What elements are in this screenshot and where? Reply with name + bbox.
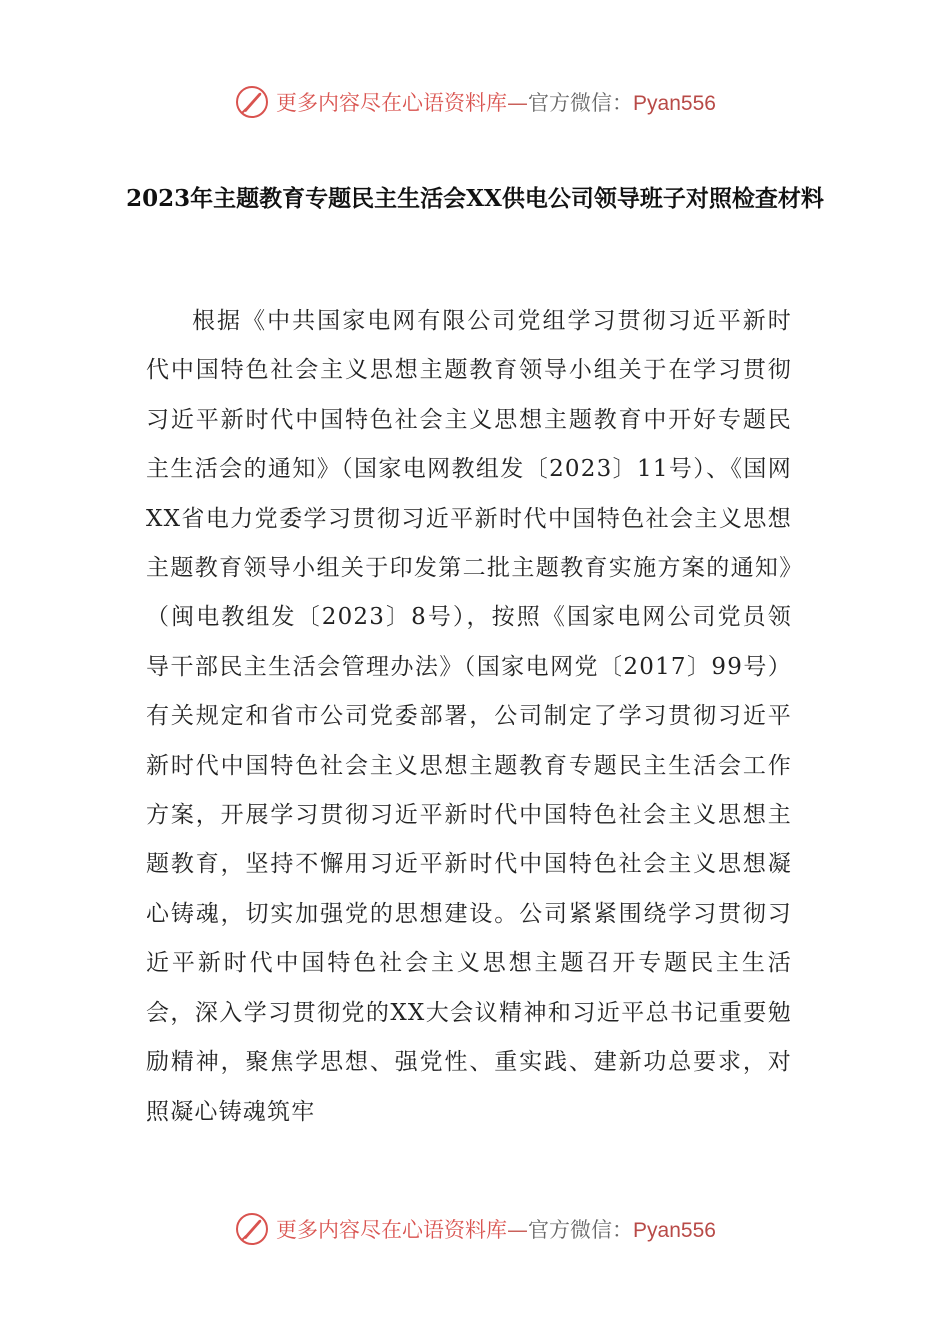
header-banner: [0, 80, 950, 124]
document-title: 2023年主题教育专题民主生活会XX供电公司领导班子对照检查材料: [126, 185, 824, 212]
footer-wechat-id: Pyan556: [633, 1219, 716, 1242]
header-banner-text: [276, 87, 716, 117]
footer-wechat-label: 官方微信：: [528, 1218, 634, 1242]
footer-banner-dash: —: [507, 1218, 529, 1242]
quill-logo-icon: [234, 1211, 270, 1247]
body-paragraph: 根据《中共国家电网有限公司党组学习贯彻习近平新时代中国特色社会主义思想主题教育领导小组关于在学习贯彻习近平新时代中国特色社会主义思想主题教育中开好专题民主生活会的通知》（国家电网教组发〔2023〕11号）、《国网XX省电力党委学习贯彻习近平新时代中国特色社会主义思想主题教育领导小组关于印发第二批主题教育实施方案的通知》（闽电教组发〔2023〕8号），按照《国家电网公司党员领导干部民主生活会管理办法》（国家电网党〔2017〕99号）有关规定和省市公司党委部署，公司制定了学习贯彻习近平新时代中国特色社会主义思想主题教育专题民主生活会工作方案，开展学习贯彻习近平新时代中国特色社会主义思想主题教育，坚持不懈用习近平新时代中国特色社会主义思想凝心铸魂，切实加强党的思想建设。公司紧紧围绕学习贯彻习近平新时代中国特色社会主义思想主题召开专题民主生活会，深入学习贯彻党的XX大会议精神和习近平总书记重要勉励精神，聚焦学思想、强党性、重实践、建新功总要求，对照凝心铸魂筑牢: [146, 308, 792, 1125]
header-banner-dash: —: [507, 91, 529, 115]
footer-banner-text: [276, 1214, 716, 1244]
footer-banner: [0, 1207, 950, 1251]
header-wechat-id: Pyan556: [633, 92, 716, 115]
header-banner-main: 更多内容尽在心语资料库: [276, 91, 508, 115]
quill-logo-icon: [234, 84, 270, 120]
header-wechat-label: 官方微信：: [528, 91, 634, 115]
footer-banner-main: 更多内容尽在心语资料库: [276, 1218, 508, 1242]
